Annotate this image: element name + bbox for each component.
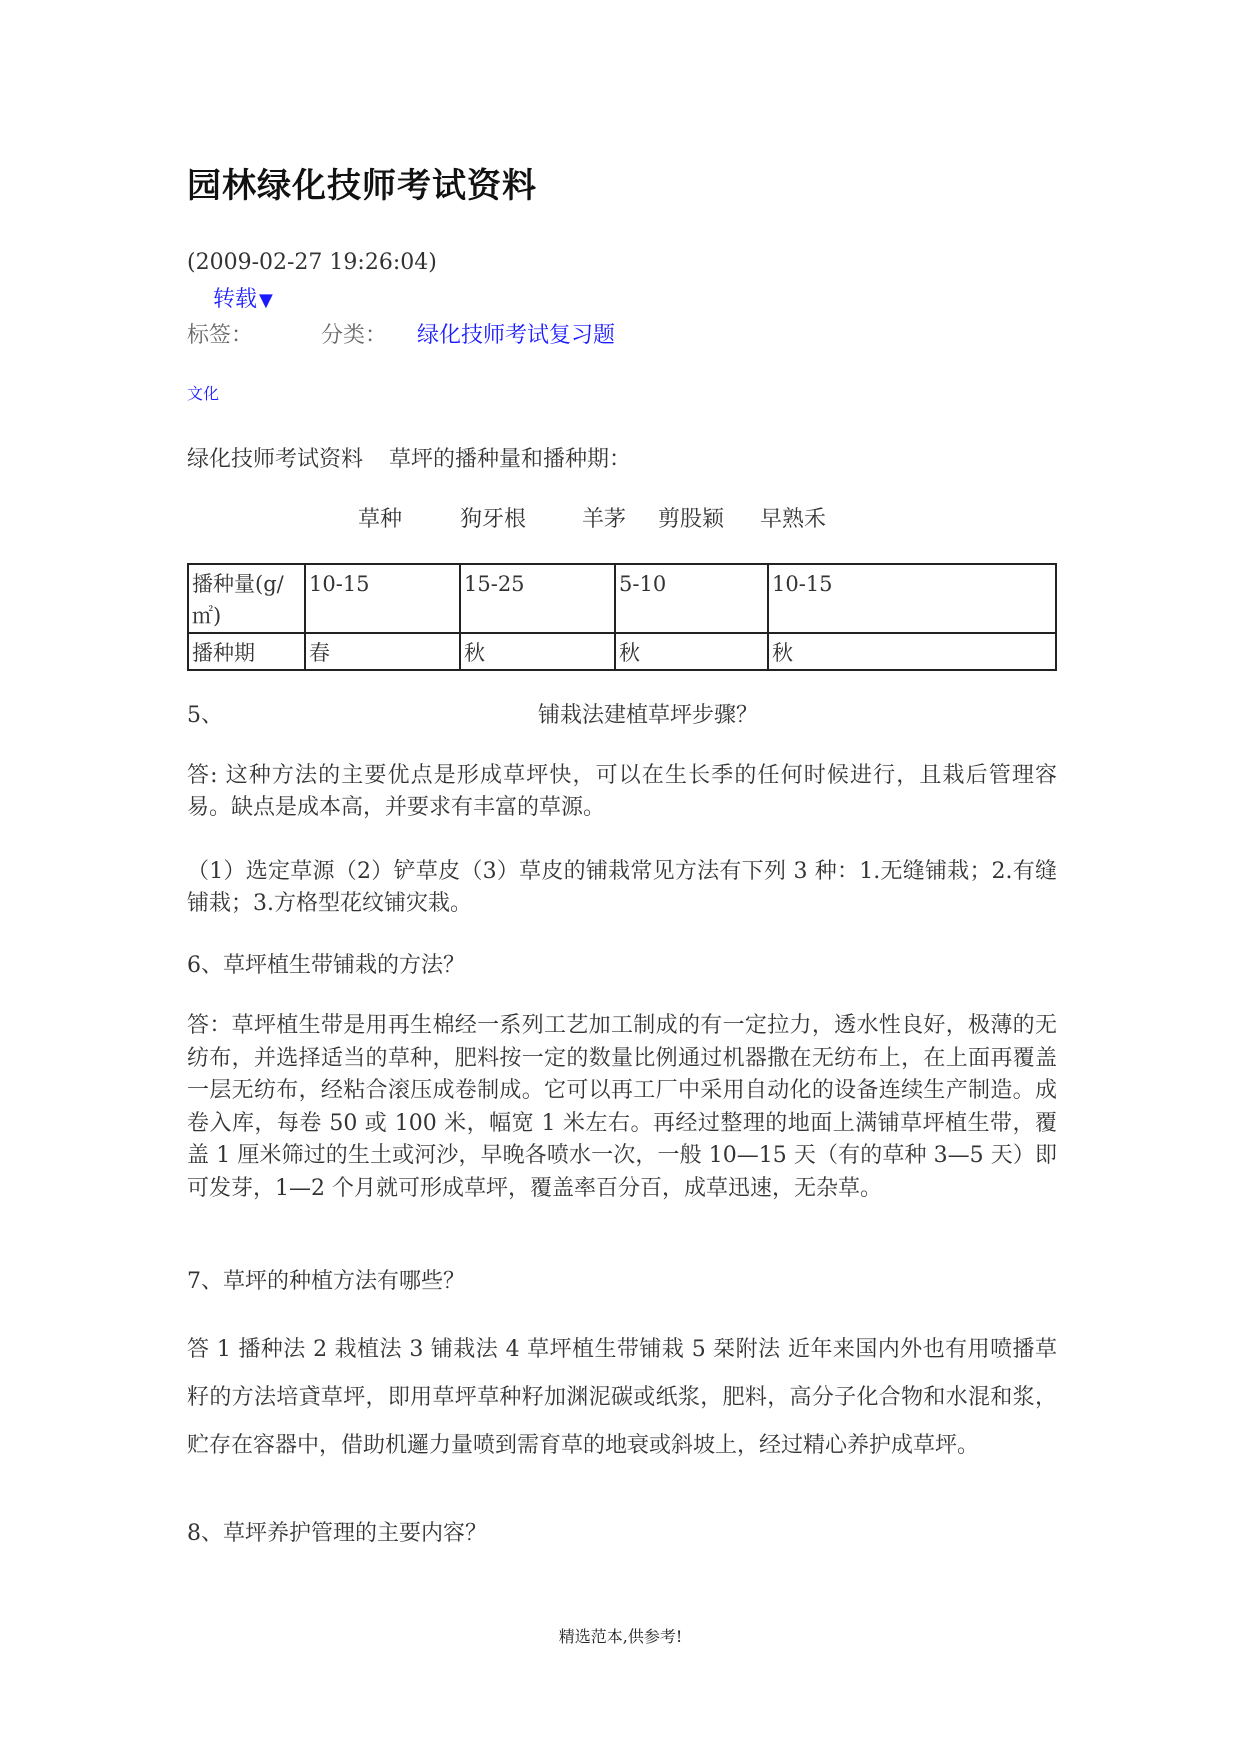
table-cell: 15-25 — [460, 564, 615, 633]
table-cell: 秋 — [768, 633, 1056, 670]
table-cell: 春 — [305, 633, 460, 670]
question-5-heading — [187, 700, 1057, 732]
question-7-heading: 7、草坪的种植方法有哪些？ — [187, 1269, 465, 1294]
tags-label: 标签： — [187, 323, 254, 348]
intro-part2: 草坪的播种量和播种期： — [389, 447, 632, 472]
tag-line — [187, 318, 615, 349]
category-link[interactable]: 绿化技师考试复习题 — [417, 323, 616, 348]
tag-link-culture[interactable]: 文化 — [187, 384, 220, 403]
answer-5-steps: （1）选定草源（2）铲草皮（3）草皮的铺栽常见方法有下列 3 种：1.无缝铺栽；2.有缝铺栽；3.方格型花纹铺灾栽。 — [187, 859, 1057, 916]
repost-link[interactable] — [213, 282, 273, 313]
question-title: 铺栽法建植草坪步骤？ — [538, 703, 759, 728]
question-number: 5、 — [187, 703, 223, 728]
answer-7: 答 1 播种法 2 栽植法 3 铺栽法 4 草坪植生带铺栽 5 栞附法 近年来国内外也有用喷播草籽的方法培貣草坪，即用草坪草种籽加渊泥碳或纸浆，肥料，高分子化合物和水混和浆，贮存在容器中，借助机邏力量喷到需育草的地衰或斜坡上，经过精心养护成草坪。 — [187, 1337, 1057, 1458]
seed-table — [187, 563, 1057, 671]
table-cell-label: 播种期 — [188, 633, 305, 670]
answer-6: 答：草坪植生带是用再生棉经一系列工艺加工制成的有一定拉力，透水性良好，极薄的无纺布，并选择适当的草种，肥料按一定的数量比例通过机器撒在无纺布上，在上面再覆盖一层无纺布，经粘合滚压成卷制成。它可以再工厂中采用自动化的设备连续生产制造。成卷入库，每卷 50 或 100 米，幅宽 1 米左右。再经过整理的地面上满铺草坪植生带，覆盖 1 厘米筛过的生土或河沙，早晚各喷水一次，一般 10—15 天（有的草种 3—5 天）即可发芽，1—2 个月就可形成草坪，覆盖率百分百，成草迅速，无杂草。 — [187, 1013, 1057, 1201]
question-8-heading: 8、草坪养护管理的主要内容？ — [187, 1521, 487, 1546]
intro-part1: 绿化技师考试资料 — [187, 447, 364, 472]
table-cell: 5-10 — [615, 564, 768, 633]
grass-type-header-row — [187, 502, 1057, 532]
category-label: 分类： — [321, 323, 388, 348]
table-cell: 10-15 — [305, 564, 460, 633]
table-row — [188, 633, 1056, 670]
grass-item: 剪股颖 — [658, 507, 725, 532]
table-cell: 10-15 — [768, 564, 1056, 633]
table-row — [188, 564, 1056, 633]
grass-item: 早熟禾 — [760, 507, 827, 532]
post-datetime: (2009-02-27 19:26:04) — [187, 250, 437, 275]
page-title: 园林绿化技师考试资料 — [187, 166, 537, 206]
table-cell: 秋 — [615, 633, 768, 670]
repost-label[interactable]: 转载 — [213, 287, 258, 312]
table-cell: 秋 — [460, 633, 615, 670]
triangle-down-icon[interactable]: ▼ — [259, 290, 273, 311]
grass-item: 羊茅 — [582, 507, 627, 532]
table-cell-label: 播种量(g/㎡) — [188, 564, 305, 633]
page-footer: 精选范本,供参考! — [558, 1627, 683, 1646]
grass-header-label: 草种 — [358, 507, 403, 532]
question-6-heading: 6、草坪植生带铺栽的方法？ — [187, 953, 465, 978]
answer-5: 答: 这种方法的主要优点是形成草坪快，可以在生长季的任何时候进行，且栽后管理容易。缺点是成本高，并要求有丰富的草源。 — [187, 763, 1057, 820]
grass-item: 狗牙根 — [460, 507, 527, 532]
intro-line — [187, 442, 631, 473]
